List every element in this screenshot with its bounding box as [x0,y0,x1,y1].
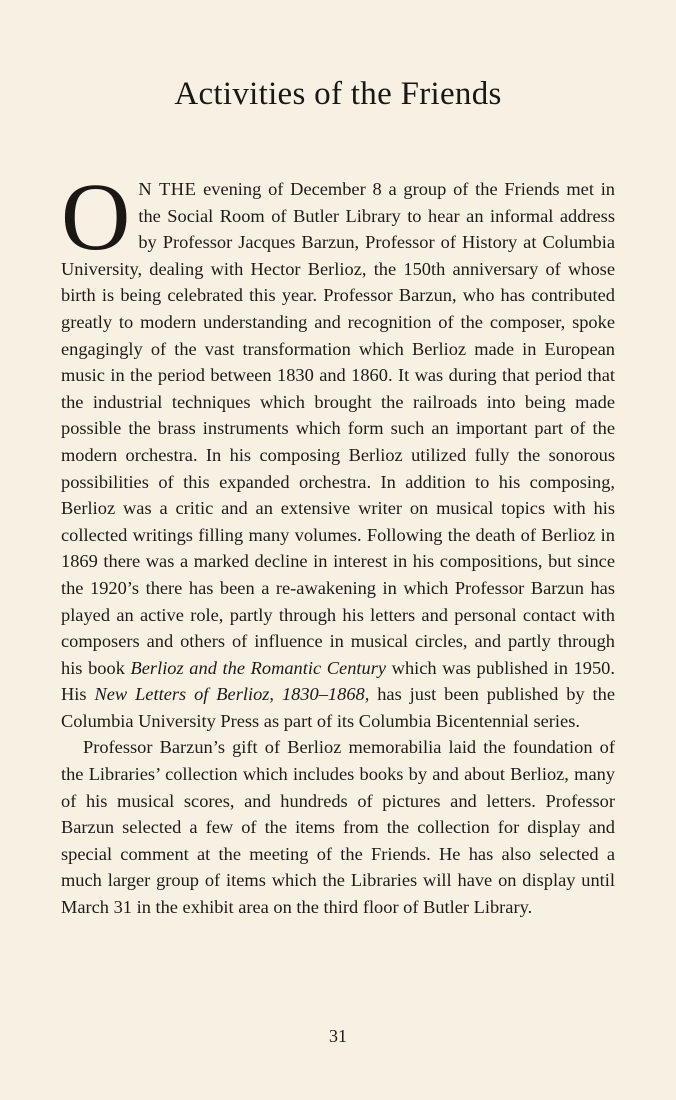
page-number: 31 [329,1026,347,1046]
article-body [61,163,616,921]
paragraph-1-text-c: has just been published by the Columbia University Press as part of its Columbia Bicentennial series. [61,684,615,731]
drop-cap: O [61,163,131,270]
book-title-berlioz-romantic-century: Berlioz and the Romantic Century [130,657,387,678]
page-title: Activities of the Friends [174,76,502,112]
paragraph-1 [61,163,616,734]
paragraph-1-text-a: evening of December 8 a group of the Friends met in the Social Room of Butler Library to hear an informal address by Professor Jacques Barzun, Professor of History at Columbia University, dealing with Hector Berlioz, the 150th anniversary of whose birth is being celebrated this year. Professor Barzun, who has contributed greatly to modern understanding and recognition of the composer, spoke engagingly of the vast transformation which Berlioz made in European music in the period between 1830 and 1860. It was during that period that the industrial techniques which brought the railroads into being made possible the brass instruments which form such an important part of the modern orchestra. In his composing Berlioz utilized fully the sonorous possibilities of this expanded orchestra. In addition to his composing, Berlioz was a critic and an extensive writer on musical topics with his collected writings filling many volumes. Following the death of Berlioz in 1869 there was a marked decline in interest in his compositions, but since the 1920’s there has been a re-awakening in which Professor Barzun has played an active role, partly through his letters and personal contact with composers and others of influence in musical circles, and partly through his book [61,179,616,678]
book-title-new-letters: New Letters of Berlioz, 1830–1868, [94,684,370,705]
paragraph-2: Professor Barzun’s gift of Berlioz memorabilia laid the foundation of the Libraries’ collection which includes books by and about Berlioz, many of his musical scores, and hundreds of pictures and letters. Professor Barzun selected a few of the items from the collection for display and special comment at the meeting of the Friends. He has also selected a much larger group of items which the Libraries will have on display until March 31 in the exhibit area on the third floor of Butler Library. [61,737,615,918]
paragraph-1-text-b: which was published in 1950. His [61,657,615,705]
opening-words: N THE [138,179,197,199]
